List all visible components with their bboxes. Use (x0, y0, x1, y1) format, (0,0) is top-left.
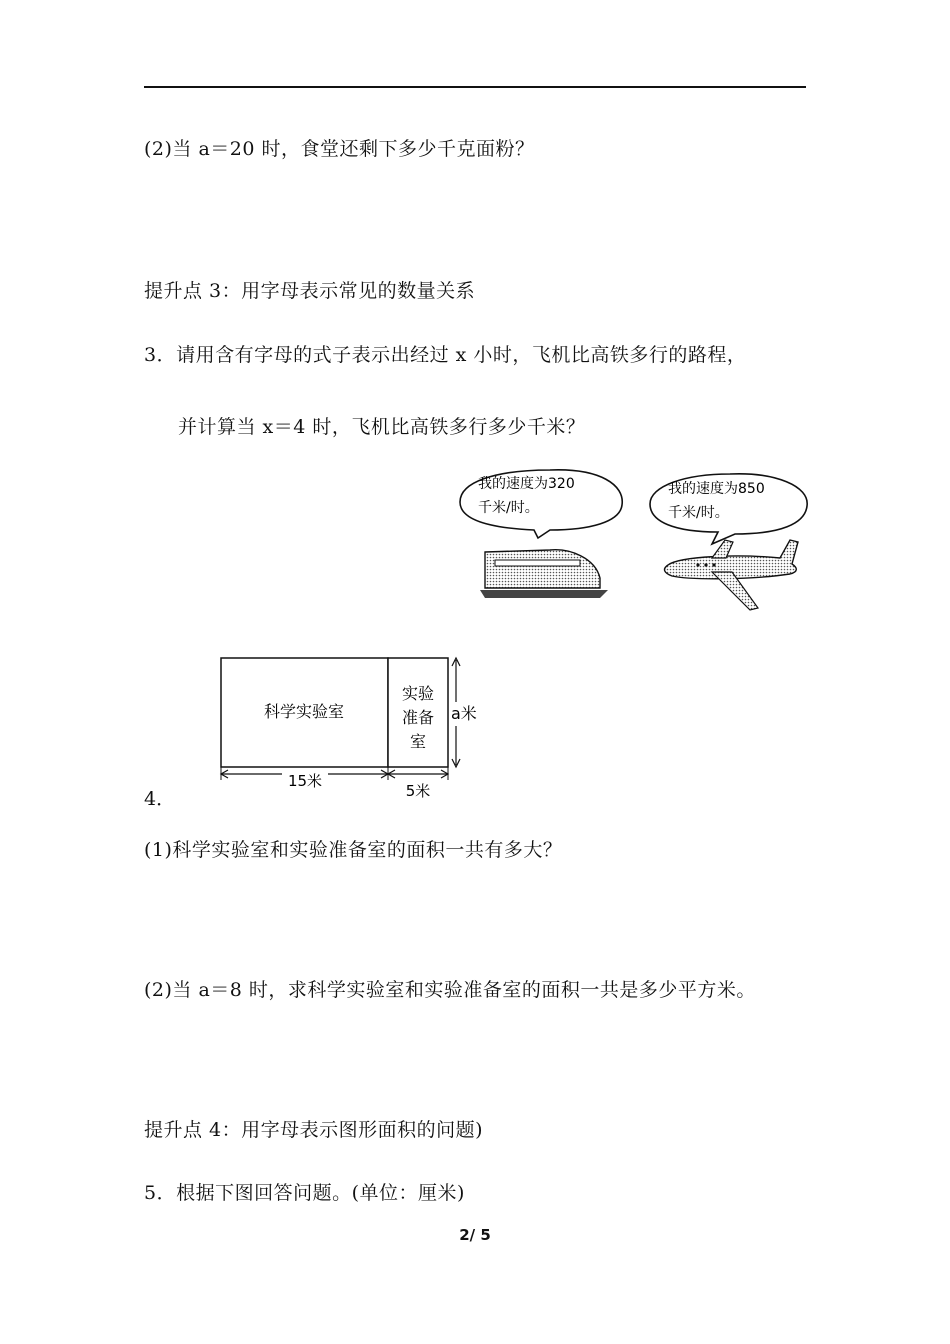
width-lab-label: 15米 (287, 772, 323, 790)
question-2-part-2: (2)当 a＝20 时，食堂还剩下多少千克面粉？ (144, 138, 535, 160)
point-4-heading: 提升点 4：用字母表示图形面积的问题) (144, 1119, 484, 1141)
question-5: 5．根据下图回答问题。(单位：厘米) (144, 1182, 465, 1204)
plane-bubble-line2: 千米/时。 (668, 505, 729, 521)
height-dimension (451, 658, 477, 767)
prep-label-3: 室 (409, 732, 427, 751)
width-dimension (221, 767, 448, 800)
prep-label-2: 准备 (401, 708, 435, 727)
train-bubble-line2: 千米/时。 (478, 500, 539, 516)
train-bubble-line1: 我的速度为320 (478, 476, 575, 492)
prep-label-1: 实验 (401, 684, 435, 703)
question-3-line-1: 3．请用含有字母的式子表示出经过 x 小时，飞机比高铁多行的路程， (144, 344, 747, 366)
plane-speech-bubble (650, 474, 807, 544)
airplane-icon (665, 540, 798, 610)
page-number: 2/ 5 (459, 1226, 491, 1244)
train-speech-bubble (460, 470, 622, 538)
lab-label: 科学实验室 (263, 702, 345, 721)
header-rule (144, 86, 806, 88)
point-3-heading: 提升点 3：用字母表示常见的数量关系 (144, 280, 476, 302)
width-prep-label: 5米 (405, 782, 431, 800)
plane-bubble-line1: 我的速度为850 (668, 481, 765, 497)
question-4-part-1: (1)科学实验室和实验准备室的面积一共有多大？ (144, 839, 563, 861)
height-label: a米 (451, 704, 477, 723)
train-plane-illustration (450, 460, 810, 620)
question-4-number: 4． (144, 788, 176, 810)
question-3-line-2: 并计算当 x＝4 时，飞机比高铁多行多少千米？ (178, 416, 586, 438)
question-4-part-2: (2)当 a＝8 时，求科学实验室和实验准备室的面积一共是多少平方米。 (144, 979, 756, 1001)
lab-diagram (210, 650, 500, 810)
train-icon (480, 550, 608, 598)
